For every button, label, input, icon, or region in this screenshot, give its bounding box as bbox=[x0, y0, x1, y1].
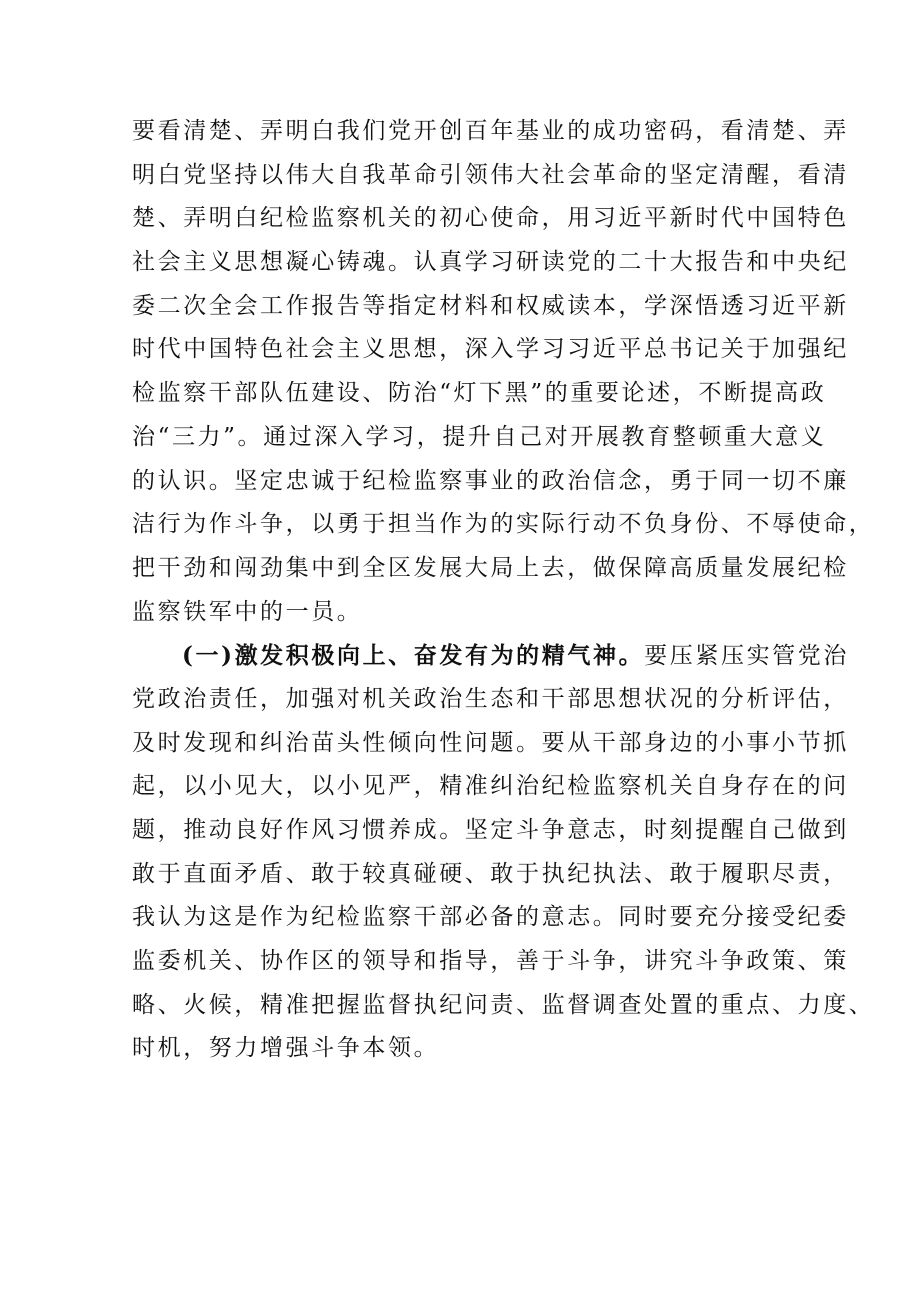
text-line: 起，以小见大，以小见严，精准纠治纪检监察机关自身存在的问 bbox=[132, 773, 849, 800]
document-body bbox=[132, 110, 875, 1071]
text-line: 及时发现和纠治苗头性倾向性问题。要从干部身边的小事小节抓 bbox=[132, 729, 849, 756]
text-line: 时代中国特色社会主义思想，深入学习习近平总书记关于加强纪 bbox=[132, 336, 849, 363]
paragraph-1 bbox=[132, 110, 875, 634]
text-line: 要看清楚、弄明白我们党开创百年基业的成功密码，看清楚、弄 bbox=[132, 118, 849, 144]
text-line: 楚、弄明白纪检监察机关的初心使命，用习近平新时代中国特色 bbox=[132, 205, 849, 232]
section-heading: (一)激发积极向上、奋发有为的精气神。 bbox=[182, 642, 645, 670]
text-line: 时机，努力增强斗争本领。 bbox=[132, 1035, 440, 1062]
text-line: 委二次全会工作报告等指定材料和权威读本，学深悟透习近平新 bbox=[132, 292, 849, 319]
text-line: 洁行为作斗争，以勇于担当作为的实际行动不负身份、不辱使命， bbox=[132, 511, 875, 538]
text-line: 党政治责任，加强对机关政治生态和干部思想状况的分析评估， bbox=[132, 685, 849, 712]
text-line: 社会主义思想凝心铸魂。认真学习研读党的二十大报告和中央纪 bbox=[132, 249, 849, 276]
heading-continuation: 要压紧压实管党治 bbox=[644, 643, 849, 670]
paragraph-2 bbox=[132, 634, 875, 1071]
text-line: 的认识。坚定忠诚于纪检监察事业的政治信念，勇于同一切不廉 bbox=[132, 467, 849, 494]
text-line: 敢于直面矛盾、敢于较真碰硬、敢于执纪执法、敢于履职尽责， bbox=[132, 860, 849, 887]
text-line: 明白党坚持以伟大自我革命引领伟大社会革命的坚定清醒，看清 bbox=[132, 161, 849, 188]
text-line: 治“三力”。通过深入学习，提升自己对开展教育整顿重大意义 bbox=[132, 423, 827, 450]
text-line: 我认为这是作为纪检监察干部必备的意志。同时要充分接受纪委 bbox=[132, 904, 849, 931]
text-line: 监察铁军中的一员。 bbox=[132, 598, 363, 625]
text-line: 把干劲和闯劲集中到全区发展大局上去，做保障高质量发展纪检 bbox=[132, 554, 849, 581]
text-line: 题，推动良好作风习惯养成。坚定斗争意志，时刻提醒自己做到 bbox=[132, 817, 849, 843]
text-line: 略、火候，精准把握监督执纪问责、监督调查处置的重点、力度、 bbox=[132, 991, 875, 1018]
text-line: 检监察干部队伍建设、防治“灯下黑”的重要论述，不断提高政 bbox=[132, 380, 827, 407]
text-line-first bbox=[132, 634, 849, 678]
text-line: 监委机关、协作区的领导和指导，善于斗争，讲究斗争政策、策 bbox=[132, 948, 849, 975]
